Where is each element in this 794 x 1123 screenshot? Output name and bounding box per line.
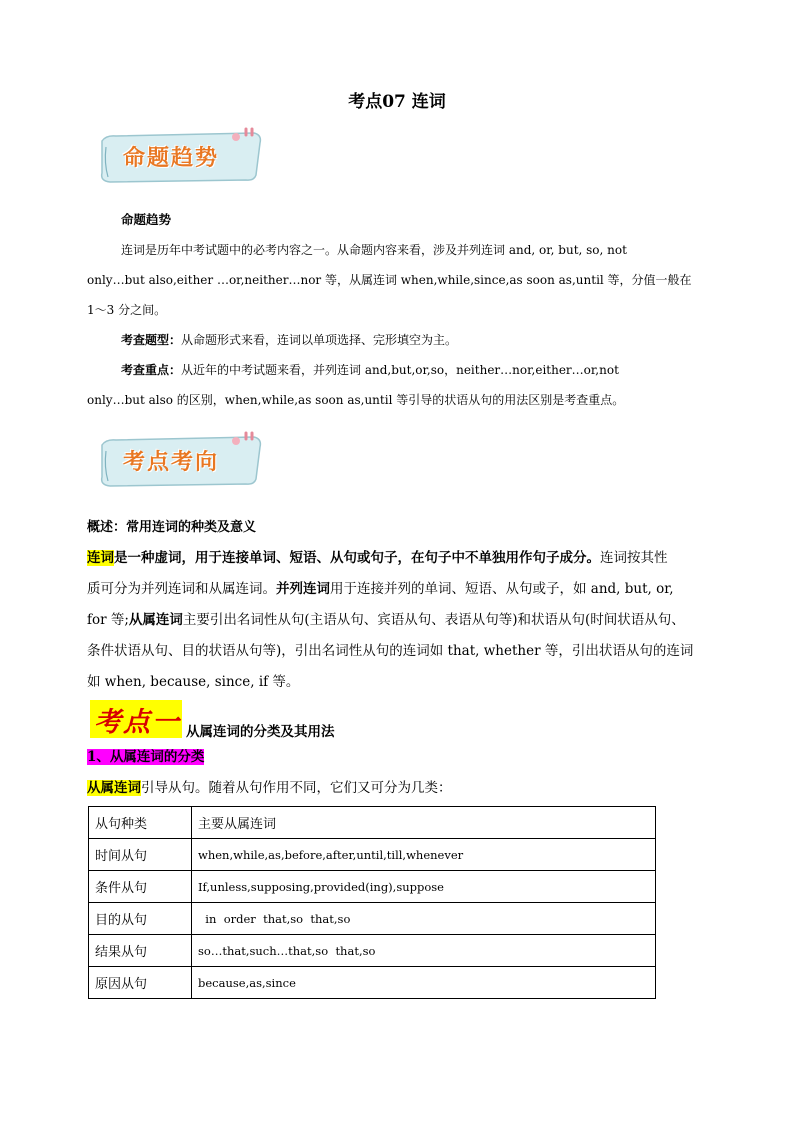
term-subordinating: 从属连词 <box>128 612 183 628</box>
banner-label: 考点考向 <box>122 450 219 475</box>
trend-heading: 命题趋势 <box>121 212 172 227</box>
table-header: 主要从属连词 <box>192 807 656 839</box>
trend-p3-line2: only…but also 的区别，when,while,as soon as,until 等引导的状语从句的用法区别是考查重点。 <box>87 393 625 407</box>
focus-banner <box>96 431 266 489</box>
overview-line1-rest: 连词按其性 <box>600 550 668 566</box>
table-cell: when,while,as,before,after,until,till,whenever <box>192 839 656 871</box>
table-row <box>89 935 656 967</box>
overview-line2-b: 用于连接并列的单词、短语、从句或子，如 and, but, or, <box>330 581 674 597</box>
overview-heading: 概述：常用连词的种类及意义 <box>87 520 257 535</box>
trend-p1-line1: 连词是历年中考试题中的必考内容之一。从命题内容来看，涉及并列连词 and, or, but, so, not <box>121 243 627 257</box>
overview-line2 <box>87 574 707 605</box>
table-cell: 原因从句 <box>89 967 192 999</box>
trend-p3-line1: 从近年的中考试题来看，并列连词 and,but,or,so，neither…nor,either…or,not <box>181 363 619 377</box>
table-header-row <box>89 807 656 839</box>
table-row <box>89 967 656 999</box>
section-intro <box>87 773 707 804</box>
overview-line2-a: 质可分为并列连词和从属连词。 <box>87 581 276 597</box>
trend-p3-label: 考查重点： <box>121 363 182 377</box>
term-conjunction: 连词 <box>87 550 114 566</box>
overview-definition: 是一种虚词，用于连接单词、短语、从句或句子，在句子中不单独用作句子成分。 <box>114 550 600 566</box>
table-row <box>89 839 656 871</box>
kaodian-badge: 考点一 <box>94 707 181 738</box>
section-1 <box>87 742 707 804</box>
overview-line5: 如 when, because, since, if 等。 <box>87 674 300 690</box>
trend-banner <box>96 127 266 185</box>
term-coordinating: 并列连词 <box>276 581 330 597</box>
trend-p3 <box>87 355 707 385</box>
section-intro-rest: 引导从句。随着从句作用不同，它们又可分为几类： <box>141 780 452 796</box>
table-cell: so…that,such…that,so that,so <box>192 935 656 967</box>
page-title: 考点07 连词 <box>348 92 446 112</box>
banner-label: 命题趋势 <box>122 146 219 171</box>
section-heading-row <box>87 742 707 773</box>
trend-p1-line3: 1～3 分之间。 <box>87 303 167 317</box>
overview-line3-b: 主要引出名词性从句(主语从句、宾语从句、表语从句等)和状语从句(时间状语从句、 <box>182 612 685 628</box>
table-cell: 目的从句 <box>89 903 192 935</box>
trend-p2 <box>87 325 707 355</box>
table-row <box>89 871 656 903</box>
table-cell: 时间从句 <box>89 839 192 871</box>
trend-p2-text: 从命题形式来看，连词以单项选择、完形填空为主。 <box>181 333 458 347</box>
table-cell: If,unless,supposing,provided(ing),suppose <box>192 871 656 903</box>
overview-section <box>87 512 707 698</box>
trend-section <box>87 205 707 415</box>
trend-p2-label: 考查题型： <box>121 333 182 347</box>
kaodian-title: 从属连词的分类及其用法 <box>186 724 335 740</box>
table-header: 从句种类 <box>89 807 192 839</box>
table-cell: 结果从句 <box>89 935 192 967</box>
section-heading: 1、从属连词的分类 <box>87 749 205 765</box>
trend-p1-line2: only…but also,either …or,neither…nor 等，从属连词 when,while,since,as soon as,until 等，分值一般在 <box>87 273 692 287</box>
table-cell: 条件从句 <box>89 871 192 903</box>
overview-line3 <box>87 605 707 636</box>
overview-line1 <box>87 543 707 574</box>
overview-line4: 条件状语从句、目的状语从句等)，引出名词性从句的连词如 that, whether 等，引出状语从句的连词 <box>87 643 694 659</box>
table-cell: in order that,so that,so <box>192 903 656 935</box>
table-cell: because,as,since <box>192 967 656 999</box>
term-subordinating-intro: 从属连词 <box>87 780 141 796</box>
overview-line3-a: for 等; <box>87 612 129 628</box>
table-row <box>89 903 656 935</box>
clause-table <box>88 806 656 999</box>
